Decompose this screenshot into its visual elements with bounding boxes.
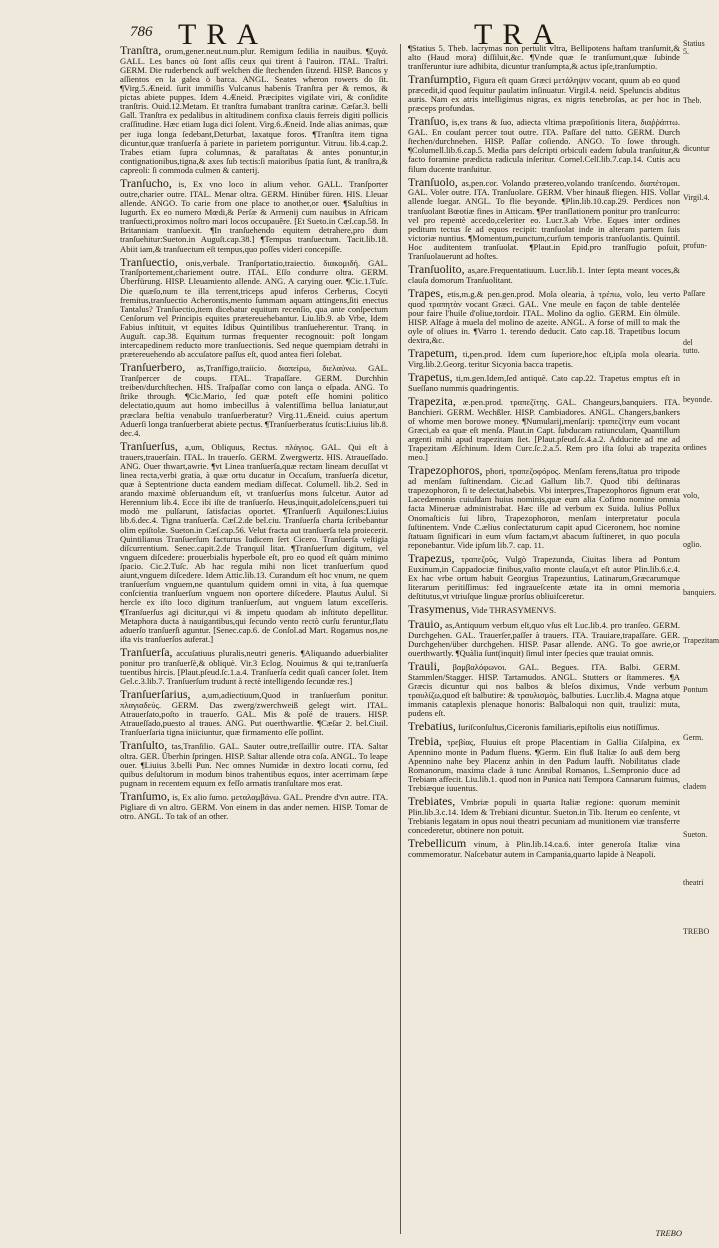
gutter-fragment: Theb.	[683, 95, 702, 105]
entry-text: Vide THRASYMENVS.	[471, 605, 557, 616]
entry-headword: Trebia,	[408, 733, 442, 748]
dictionary-entry	[408, 618, 680, 658]
dictionary-entry	[408, 371, 680, 393]
entry-text: accuſatiuus pluralis,neutri generis. ¶Aliquando aduerbialiter ponitur pro tranſuerſè,& obliquè. Vir.3 Eclog. Nouimus & qui te,tranſuerſa tuentibus hircis. [Plaut.pſeud.ſc.1.a.4. Tranſuerſa cedit quaſi cancer ſolet. Item Gel.c.3.lib.7. Tranſuerſum trudunt à rectè intelligendo ſecundæ res.]	[120, 647, 388, 686]
dictionary-entry	[408, 347, 680, 369]
dictionary-entry	[120, 688, 388, 737]
dictionary-entry	[408, 552, 680, 601]
dictionary-entry	[120, 739, 388, 788]
entry-headword: Trebellicum	[408, 836, 467, 851]
entry-text: as,Antiquum verbum eſt,quo vſus eſt Luc.lib.4. pro tranſeo. GERM. Durchgehen. GAL. Trauerſer,paſſer à trauers. ITA. Trauiare,trapaſſare. GER. Durchgehen/über durchgehen. HISP. Pasar allende. ANG. To goe awrie,or ouerthwartly. ¶Quàlia ſunt(inquit) ſimul inter ſpecies quæ trauiat omnis.	[408, 619, 680, 658]
entry-headword: Tranſumo,	[120, 789, 170, 804]
entry-headword: Tranſucho,	[120, 176, 172, 191]
entry-headword: Tranſuerſus,	[120, 438, 178, 453]
entry-text: ti,m.gen.Idem,ſed antiquè. Cato cap.22. Trapetus emptus eſt in Sueſſano nummis quadringentis.	[408, 373, 680, 393]
gutter-fragment: Sueton.	[683, 830, 708, 840]
entry-text: a,um, Obliquus, Rectus. πλάγιος. GAL. Qui eſt à trauers,trauerſain. ITAL. In trauerſo. GERM. Zwergwertz. HIS. Atraueſſado. ANG. Ouer thwart,awrie. ¶vt Linea tranſuerſa,quæ rectam lineam decuſſat vt linea recta,verbi gratia, à quæ ortu ducatur in Occaſum, tranſuerſa dicetur, quæ à Septentrione ducta eandem mediam diſſecat. Columell. lib.2. Sed in arando maximè obſeruandum eſt, vt tranſuerſus mons ſulcetur. Autor ad Herennium lib.4. Ecce ibi iſte de tranſuerſo. Heus,inquit,adoleſcens,pueri tui modò me pulſarunt, ſatisfacias oportet. ¶Tranſuerſi Aquilones:Liuius lib.6.dec.4. Tigna tranſuerſa. Cæſ.2.de bel.ciu. Tranſuerſa charta ſcribebantur olim epiſtolæ. Sueton.in Cæſ.cap.56. Velut fracta aut tranſuerſa tela proiecerit. Quintilianus Tranſuerſum facturus Iudicem ſert Cicero. Tranſuerſa veſtigia diſcurrentium. Senec.capit.2.de Tranquil litat. ¶Tranſuerſum digitum, vel vnguem diſcedere: prouerbialis hyperbole eſt, pro eo quod eſt quàm minimo ſpacio. Cic.2.Tuſc. Ab hac regula mihi non licet tranſuerſum quod aiunt,vnguem diſcedere. Idem Attic.lib.13. Curandum eſt hoc vnum, ne quem tranſuerſum vnguem,ne quantulum quidem omni in vita, à ſua quemque conſcientia tranſuerſum vnguem non oportere diſcedere. Plautus Aulul. Si hercle ex iſto loco digitum tranſuerſum, aut vnguem latum exceſſeris. ¶Tranſuerſus agi dicitur,qui vi & impetu quodam ab inſtituto depellitur. Metaphora ducta à nauigantibus,qui ſecundo vento rectò curſu feruntur,flatu aduerſo tranſuerſi aguntur. [Senec.cap.6. de Conſol.ad Mart. Rogamus nos,ne iſta vis tranſuerſos auferat.]	[120, 441, 388, 644]
entry-headword: Trapezita,	[408, 393, 456, 408]
dictionary-entry	[408, 176, 680, 262]
dictionary-entry	[408, 795, 680, 835]
dictionary-entry	[120, 646, 388, 686]
entry-text: ti,pen.prod. Idem cum ſuperiore,hoc eſt,ipſa mola olearia. Virg.lib.2.Georg. teritur Sicyonia bacca trapetis.	[408, 349, 680, 370]
entry-headword: Trapes,	[408, 286, 444, 301]
dictionary-entry	[408, 603, 680, 616]
dictionary-entry	[408, 263, 680, 285]
gutter-fragment: theatri	[683, 878, 704, 888]
entry-text: Figura eſt quam Græci μετάληψιν vocant, quum ab eo quod præcedit,id quod ſequitur paulatim inſinuatur. Virgil.4. neid. Speluncis abditus auris. Nam ex atris intelligimus nigras, ex nigris tenebroſas, ac per hoc in præceps profundas.	[408, 75, 680, 114]
left-column	[120, 44, 388, 1236]
dictionary-entry	[408, 464, 680, 550]
gutter-fragment: volo,	[683, 491, 700, 501]
right-column	[408, 44, 680, 1236]
entry-headword: Trapezophoros,	[408, 463, 483, 478]
gutter-fragment: Germ.	[683, 733, 704, 743]
dictionary-entry	[408, 44, 680, 71]
entry-headword: Trasymenus,	[408, 602, 470, 617]
entry-text: is, Ex alio ſumo. μεταλαμβάνω. GAL. Prendre d'vn autre. ITA. Pigliare di vn altro. GERM. Von einem in das ander nemen. HISP. Tomar de otro. ANGL. To tak of an other.	[120, 792, 388, 822]
gutter-fragment: cladem	[683, 781, 707, 791]
gutter-fragment: Statius 5.	[683, 39, 705, 57]
margin-gutter	[683, 39, 719, 1220]
dictionary-entry	[120, 440, 388, 644]
dictionary-entry	[408, 720, 680, 733]
page-number: 786	[130, 24, 153, 40]
gutter-fragment: ordines	[683, 442, 707, 452]
dictionary-entry	[120, 177, 388, 253]
gutter-fragment: beyonde.	[683, 394, 713, 404]
entry-headword: Tranſuolo,	[408, 174, 458, 189]
dictionary-entry	[120, 361, 388, 437]
entry-headword: Tranſuerſarius,	[120, 686, 191, 701]
entry-text: phori, τραπεζοφόρος. Menſam ferens,ſtatua pro tripode ad menſam ſuſtinendam. Cic.ad Gallum lib.7. Quod tibi deſtinaras trapezophoron, ſi te delectat,habebis. Vbi interpres,Trapezophoros ſignum erat Lacedæmonis cuiuſdam huius nominis,quæ eum alia Cofimo nomine omnia facta Mineruæ administrabat. Hæc ille ad verbum ex Suida. Iulius Pollux Onomaſticis ſui libro, Trapezophoron, menſam interpretatur pocula ſuſtinentem. Vnde C.ælius conſectaturum capit apud Ciceronem, hoc nomine ſtatuam ſignificari in eum vſum factam,vt abacum ſuſtineret, in quo pocula reponebantur. Vide ipſum lib.7. cap. 11.	[408, 466, 680, 550]
entry-text: as,Tranſfigo,traiicio. διαπείρω, διελαύνω. GAL. Tranſpercer de coups. ITAL. Trapaſſare. GERM. Durchhin treiben/durchſtechen. HIS. Traſpaſſar como con lança o eſpada. ANG. To ſtrike through. ¶Cic.Mario, ſed quæ poteſt eſſe homini politico delectatio,quum aut homo imbecillus à valentiſſima bellua laniatur,aut præclara beſtia venabulo tranſuerberatur? Virg.11.Æneid. cuius apertum Aduerſi longa tranſuerberat abiete pectus. ¶Tranſuerberatus ſcutis:Liuius lib.8. dec.4.	[120, 363, 388, 438]
entry-text: vinum, à Plin.lib.14.ca.6. inter generoſa Italiæ vina commemoratur. Naſcebatur autem in Campania,quarto lapide à Neapoli.	[408, 839, 681, 859]
entry-text: onis,verbale. Tranſportatio,traiectio. διακομιδή. GAL. Tranſportement,chariement outre. ITAL. Eſſo condurre oltra. GERM. Überfürung. HISP. Lleuamiento allende. ANG. A carying ouer. ¶Cic.1.Tuſc. Die quæſo,num te illa terrent,triceps apud inferos Cerberus, Cocyti fremitus,tranſuectio Acherontis,mento ſummam aquam attingens,ſiti enectus Tantalus? Tranſuectio,item dicebatur equitum recenſio, qua ante conſpectum Cenſorum vel Principis equites prætereuehebantur. Liu.lib.9. ab Vrbe, Idem Fabius inſtituit, vt equites Idibus Quintilibus tranſueherentur. Tranq. in Auguſt. cap.38. Equitum turmas frequenter recognouit: poſt longam intercapedinem reducto more tranſuectionis. Sed neque quempiam detrahi in prætereuehendo ab accuſatore paſſus eſt, quod antea fieri ſolebat.	[120, 257, 388, 360]
entry-text: is,ex trans & ſuo, adiecta vltima præpoſitionis litera, διαῤῥάπτω. GAL. En couſant percer tout outre. ITA. Paſſare del tutto. GERM. Durch ſtechen/durchnehen. HISP. Paſſar coſiendo. ANGO. To ſowe through. ¶Columell.lib.6.cap.5. Media pars deſcripti orbiculi eadem ſubula tranſuitur,& facto foramine prædicta radicula inſeritur. Cornel.Celſ.lib.7.cap.14. Cutis acu filum ducente tranſuitur.	[408, 117, 680, 174]
entry-text: Iuriſconſultus,Ciceronis familiaris,epiſtolis eius notiſſimus.	[458, 722, 660, 733]
entry-text: as,are.Frequentatiuum. Lucr.lib.1. Inter ſepta meant voces,& clauſa domorum Tranſuolitant.	[408, 265, 680, 285]
entry-headword: Trapezus,	[408, 550, 455, 565]
entry-headword: Tranſumptio,	[408, 72, 471, 87]
gutter-fragment: Pontum	[683, 684, 708, 694]
gutter-fragment: Paſſare	[683, 289, 706, 299]
gutter-fragment: Trapezitam	[683, 636, 719, 646]
gutter-fragment: oglio.	[683, 539, 702, 549]
gutter-fragment: banquiers.	[683, 588, 717, 598]
catchword: TREBO	[655, 1228, 682, 1238]
running-head-right: TRA	[474, 18, 564, 51]
entry-headword: Tranſuolito,	[408, 262, 465, 277]
dictionary-entry	[408, 115, 680, 173]
entry-headword: Tranſulto,	[120, 738, 168, 753]
running-head-left: TRA	[178, 18, 268, 51]
entry-headword: Trauio,	[408, 616, 443, 631]
dictionary-entry	[408, 287, 680, 345]
entry-headword: Tranſuo,	[408, 114, 449, 129]
entry-headword: Trebatius,	[408, 719, 456, 734]
entry-headword: Trauli,	[408, 658, 440, 673]
dictionary-entry	[408, 73, 680, 113]
gutter-fragment: del tutto.	[683, 337, 700, 356]
gutter-fragment: profun-	[683, 240, 707, 250]
gutter-fragment: dicuntur	[683, 144, 710, 154]
entry-headword: Tranſuerſa,	[120, 644, 173, 659]
entry-text: as,pen.cor. Volando prætereo,volando tranſcendo. διαπέτομαι. GAL. Voler outre. ITA. Tranſuolare. GERM. Vber hinauß fliegen. HIS. Vollar allende luegar. ANGL. To flie beyonde. ¶Plin.lib.10.cap.29. Perdices non tranſuolant Bœotiæ fines in Atticam. ¶Per tranſlationem ponitur pro tranſcurro: vel pro repentè accedo,celeriter eo. Lucr.3.ab Vrbe. Eques inter ordines peditum tectus ſe ad equos recipit: tranſuolat inde in alteram partem ſuis victoriæ nuntius. ¶Momentum,punctum,curſum temporis tranſuolantis. Quintil. Hoc auditentem tranſuolat. ¶Plaut.in Epid.pro tranſfugio poſuit, Tranſuolauerunt ad hoſtes.	[408, 177, 680, 262]
dictionary-entry	[408, 395, 680, 462]
entry-text: a,um,adiectiuum,Quod in tranſuerſum ponitur. πλαγιαδεύς. GERM. Das zwerg/zwerchweiß gelegt wirt. ITAL. Atrauerſato,poſto in trauerſo. GAL. Mis & poſé de trauers. HISP. Atraueſſado,puesto al traues. ANG. Put ouerthwartlie. ¶Cæſar 2. bel.Ciuil. Tranſuerſaria tigna iniiciuntur, quæ firmamento eſſe poſſint.	[120, 689, 388, 738]
entry-headword: Tranſuerbero,	[120, 360, 186, 375]
column-divider	[400, 44, 401, 1234]
entry-text: βαμβαλόφωνοι. GAL. Begues. ITA. Balbi. GERM. Stammlen/Stagger. HISP. Tartamudos. ANGL. Stutters or ſtammeres. ¶A Græcis dicuntur qui nos balbos & bleſos diximus, Vnde verbum τραυλίζω,quod eſt balbutire: & τραυλισμὸς, balbuties. Lucr.lib.4. Magna atque immanis cataplexis plenaque honoris: Balbaloqui non quit, traulizi: muta, pudens eſt.	[408, 661, 680, 719]
entry-text: tas,Tranſilio. GAL. Sauter outre,treſſaillir outre. ITA. Saltar oltra. GER. Überhin ſpringen. HISP. Saltar allende otra coſa. ANGL. To leape ouer. ¶Liuius 3.belli Pun. Nec omnes Numidæ in dextro locati cornu, ſed quibus deſultorum in modum binos trahentibus equos, inter acerrimam ſæpe pugnam in recentem equum ex feſſo armatis tranſultare mos erat.	[120, 741, 389, 789]
dictionary-entry	[408, 837, 680, 859]
entry-headword: Trapetus,	[408, 370, 453, 385]
entry-headword: Trebiates,	[408, 794, 456, 809]
gutter-fragment: Virgil.4.	[683, 192, 710, 202]
entry-text: ¶Statius 5. Theb. lacrymas non pertulit vltra, Bellipotens haſtam tranſumit,& alto (Haud mora) diſſiluit,&c. ¶Vnde quæ ſe tranſumunt,quæ ſubinde tranſferuntur iure adhibita, dicuntur tranſumpta,& actus ipſe,tranſumptio.	[408, 43, 680, 72]
dictionary-entry	[120, 44, 388, 175]
dictionary-entry	[408, 735, 680, 793]
entry-text: orum,gener.neut.num.plur. Remigum ſedilia in nauibus. ¶ζυγά. GALL. Les bancs où ſont aſſis ceux qui tirent à l'auiron. ITAL. Traſtri. GERM. Die ruderbenck auff welchen die ſtechenden ſitzend. HISP. Bancos y aſſientos en la galea ò barca. ANGL. Seates wheron rowers do ſit. ¶Virg.5.Æneid. ſurit immiſſis Vulcanus habenis Tranſtra per & remos, & pictas abiete puppes. Idem 4.Æneid. Præcipites vigilate viri, & conſidite tranſtris. Ouid.12.Metam. Et tranſtra fumabant tranſtra carinæ. Cæſar.3. belli Gall. Tranſtra ex pedalibus in altitudinem confixa clauis ferreis digiti pollicis craſſitudine. Hæc etiam Iuga dici ſolent. Virg.6.Æneid. Inde alias animas, quæ per iuga longa ſedebant,Deturbat, laxatque foros. ¶Tranſtra item tigna dicuntur,quæ tranſuerſa à pariete in parietem porriguntur. Vitruu. lib.4.cap.2. Trabes etiam ſupra columnas, & paraſtatas & antes ponuntur,in contignationibus,tigna,& axes ſub tectis:ſi maioribus ſpatia ſunt, & tranſtra,& capreoli: ſi commoda culmen & canterij.	[120, 46, 388, 176]
entry-text: τρεβίας, Fluuius eſt prope Placentiam in Gallia Ciſalpina, ex Apennino monte in Padum fluens. ¶Germ. Ein fluß Italiæ ſo auß dem berg Apennino nahe bey Placenz anhin in den Padum laufft. Nobilitatus clade Romanorum, maxima clade à tunc Annibal Romanos, L.Sempronio duce ad Trebiam affecit. Liu.lib.1. quod non in Punica nati Tempora Cannarum fuimus, Trebiæque iuuentus.	[408, 736, 680, 794]
gutter-fragment: TREBO	[683, 926, 710, 936]
dictionary-entry	[408, 660, 680, 718]
entry-text: etis,m.g.& pen.gen.prod. Mola olearia, à τρέπω, volo, leu verto quod τραπητὰν vocant Græci. GAL. Vne meule en façon de table dentelée pour faire l'huile d'oliue,tordoir. ITAL. Molino da oglio. GERM. Ein ölmüle. HISP. Alfage à muela del molino de azeite. ANGL. A forse of mill to mak the oyle of oliues in. ¶Varro 1. terendo deducit. Cato cap.18. Trapetibus locum dextra,&c.	[408, 289, 680, 346]
entry-text: Vmbriæ populi in quarta Italiæ regione: quorum meminit Plin.lib.3.c.14. Idem & Trebiani dicuntur. Sueton.in Tib. Iterum eo cenſente, vt Trebianis legatam in opus noui theatri pecuniam ad munitionem viæ transferre concederetur, obtinere non potuit.	[408, 797, 680, 836]
entry-headword: Tranſtra,	[120, 43, 162, 57]
entry-text: τραπεζοῦς, Vulgò Trapezunda, Ciuitas libera ad Pontum Euxinum,in Cappadociæ finibus,vaſto monte clauſa,vt eſt autor Plin.lib.6.c.4. Ex hac vrbe ortum habuit Georgius Trapezuntius, Latinarum,Græcarumque literarum peritiſſimus: fed ingraueſcente ætate ita in omni memoria deſtitutus,vt vtriuſque linguæ prorſus obliuiſceretur.	[408, 553, 680, 601]
entry-text: æ.pen.prod. τραπεζίτης. GAL. Changeurs,banquiers. ITA. Banchieri. GERM. Wechßler. HISP. Cambiadores. ANGL. Changers,bankers of whome men borowe money. ¶Numularij,menſarij: τραπεζίτην eum vocant Græci,ab ea quæ eſt menſa. Plaut.in Capt. ſubducam ratiunculam, Quantillum argenti mihi apud trapezitam ſiet. [Plaut.pſeud.ſc.4.a.2. Adducite ad me ad Trapezitam Æſchinum. Idem Curc.ſc.2.a.5. Rem pro iſta ſolui ab trapezita meo.]	[408, 396, 681, 463]
entry-text: is, Ex vno loco in alium vehor. GALL. Tranſporter outre,charier outre. ITAL. Menar oltra. GERM. Hinüber füren. HIS. Lleuar allende. ANGO. To carie from one place to another,or ouer. ¶Saluſtius in Iugurth. Ex eo numero Mœdi,& Perſæ & Armenij cum nauibus in Africam tranſuecti,proximos noſtro mari locos occupauêre. [Et Sueto.in Cæſ.cap.58. In Britanniam tranſuexit. ¶In tranſuehendo equitem detrahere,pro dum tranſuehitur:Sueton.in Auguſt.cap.38.] ¶Tempus tranſuectum. Tacit.lib.18. Abiit iam,& tranſuectum eſt tempus,quo poſſes videri concepiſſe.	[120, 179, 388, 254]
entry-headword: Trapetum,	[408, 346, 458, 361]
entry-headword: Tranſuectio,	[120, 254, 178, 269]
dictionary-entry	[120, 256, 388, 360]
dictionary-entry	[120, 790, 388, 821]
